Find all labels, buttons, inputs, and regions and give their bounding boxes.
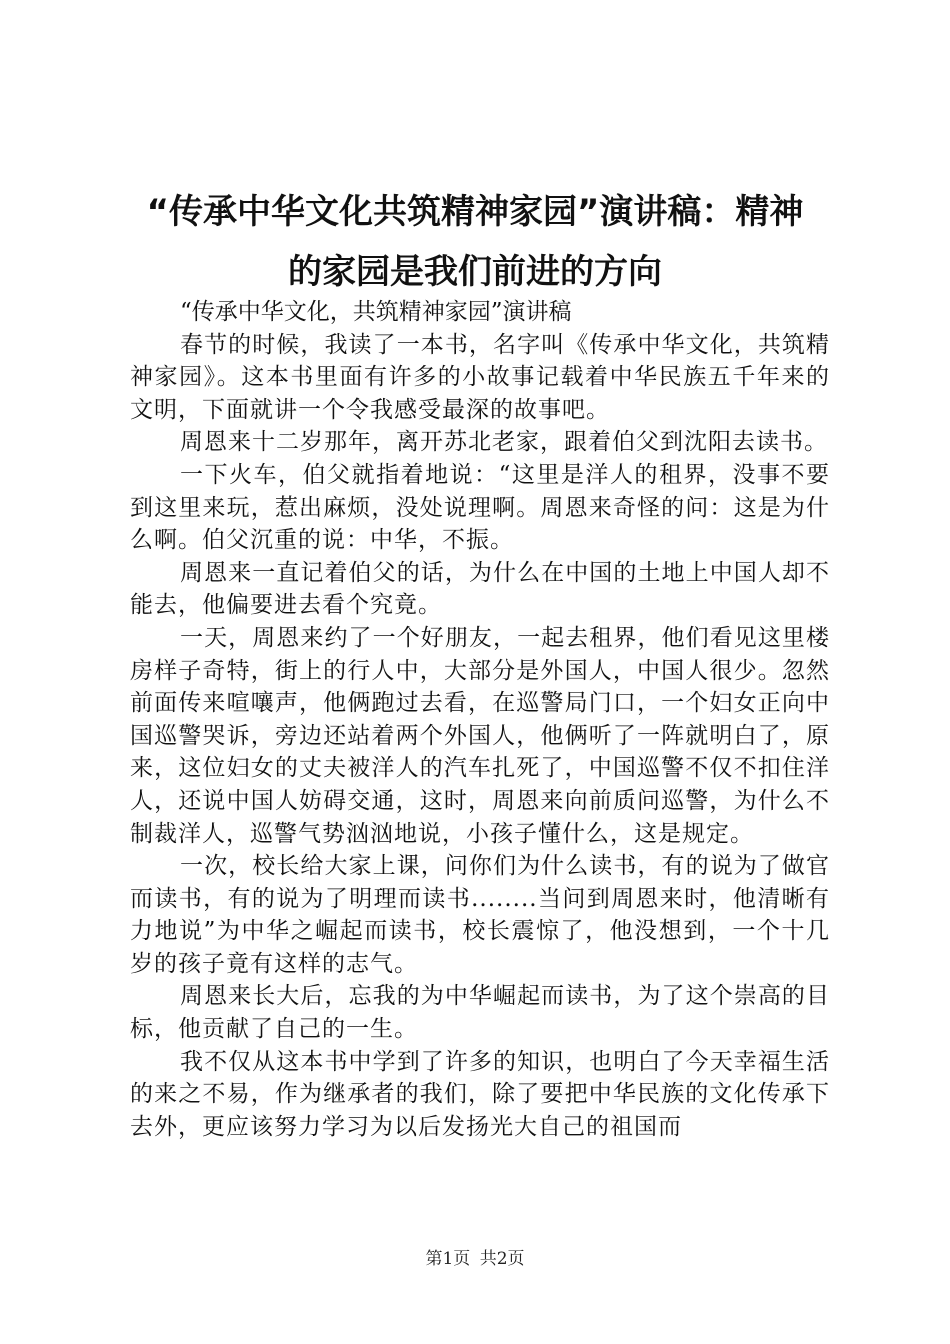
paragraph: 春节的时候，我读了一本书，名字叫《传承中华文化，共筑精神家园》。这本书里面有许多的小故事记载着中华民族五千年来的文明，下面就讲一个令我感受最深的故事吧。 [130,331,830,423]
paragraph: 周恩来十二岁那年，离开苏北老家，跟着伯父到沈阳去读书。 [180,429,828,456]
page-total: 共2页 [479,1249,525,1269]
document-title [110,182,840,302]
paragraph: 周恩来一直记着伯父的话，为什么在中国的土地上中国人却不能去，他偏要进去看个究竟。 [130,559,830,619]
title-line-2: 的家园是我们前进的方向 [288,252,662,292]
document-subtitle: “传承中华文化，共筑精神家园”演讲稿 [180,299,572,325]
paragraph: 一次，校长给大家上课，问你们为什么读书，有的说为了做官而读书，有的说为了明理而读书........当问到周恩来时，他清晰有力地说”为中华之崛起而读书，校长震惊了，他没想到，一个十几岁的孩子竟有这样的志气。 [130,853,830,977]
page-number: 第1页 [425,1249,471,1269]
paragraph: 一下火车，伯父就指着地说：“这里是洋人的租界，没事不要到这里来玩，惹出麻烦，没处说理啊。周恩来奇怪的问：这是为什么啊。伯父沉重的说：中华，不振。 [130,461,830,554]
page-footer [0,1244,950,1269]
title-line-1: “传承中华文化共筑精神家园”演讲稿：精神 [146,192,804,232]
paragraph: 周恩来长大后，忘我的为中华崛起而读书，为了这个崇高的目标，他贡献了自己的一生。 [130,983,830,1043]
document-body [130,296,830,1143]
paragraph: 一天，周恩来约了一个好朋友，一起去租界，他们看见这里楼房样子奇特，街上的行人中，大部分是外国人，中国人很少。忽然前面传来喧嚷声，他俩跑过去看，在巡警局门口，一个妇女正向中国巡警哭诉，旁边还站着两个外国人，他俩听了一阵就明白了，原来，这位妇女的丈夫被洋人的汽车扎死了，中国巡警不仅不扣住洋人，还说中国人妨碍交通，这时，周恩来向前质问巡警，为什么不制裁洋人，巡警气势汹汹地说，小孩子懂什么，这是规定。 [130,624,830,847]
paragraph: 我不仅从这本书中学到了许多的知识，也明白了今天幸福生活的来之不易，作为继承者的我们，除了要把中华民族的文化传承下去外，更应该努力学习为以后发扬光大自己的祖国而 [130,1048,830,1140]
